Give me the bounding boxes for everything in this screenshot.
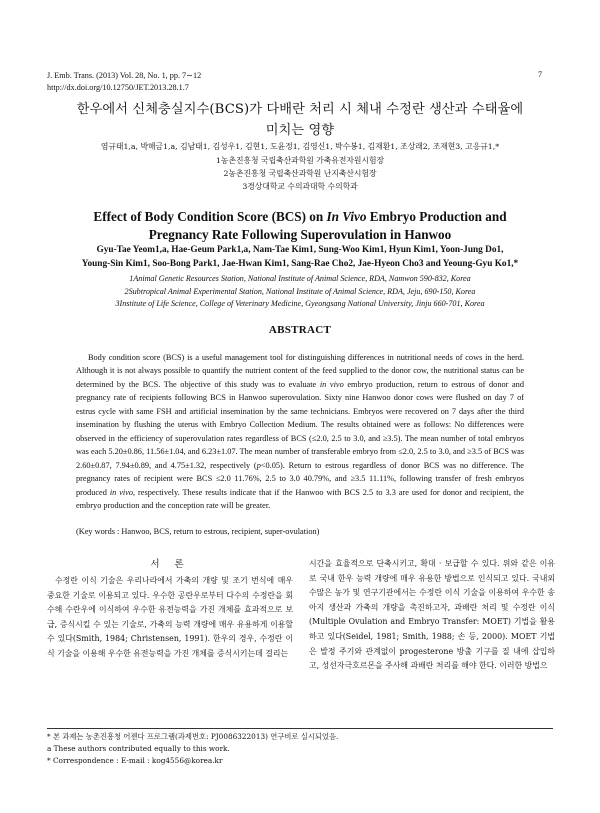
english-affiliation: 2Subtropical Animal Experimental Station, National Institute of Animal Science, RDA, Jeju, 690-150, Korea [124,286,476,296]
page-number: 7 [538,70,543,79]
korean-affiliation: 1농촌진흥청 국립축산과학원 가축유전자원시험장 [215,156,385,165]
title-text: Embryo Production and [366,209,507,224]
english-title [40,208,560,244]
journal-header [47,70,201,93]
english-affiliations [40,273,560,311]
abstract-italic: p [256,460,261,470]
footnote-divider [47,728,553,729]
intro-paragraph: 시간을 효율적으로 단축시키고, 확대 · 보급할 수 있다. 위와 같은 이유로 국내 한우 능력 개량에 매우 유용한 방법으로 인식되고 있다. 국내외 수많은 농가 및 연구기관에서는 수정란 이식 기술을 이용하여 우수한 송아지 생산과 가축의 개량을 촉진하고자, 과배란 처리 및 수정란 이식(Multiple Ovulation and Embryo Transfer: MOET) 기법을 활용하고 있다(Seidel, 1981; Smith, 1988; 손 등, 2000). MOET 기법은 발정 주기와 관계없이 progesterone 방출 기구를 질 내에 삽입하고, 성선자극호르몬을 주사해 과배란 처리를 해야 한다. 이러한 방법으 [309,559,555,671]
doi-link[interactable]: http://dx.doi.org/10.12750/JET.2013.28.1.7 [47,82,189,92]
abstract-text: <0.05). Return to estrous regardless of donor BCS was no difference. The pregnancy rates of recipient were BCS ≤2.0 11.76%, 2.5 to 3.0 40.79%, and ≥3.5 11.11%, following transfer of fresh embryos produced [76,460,524,497]
title-italic: In Vivo [326,209,367,224]
title-text: Effect of Body Condition Score (BCS) on [93,209,327,224]
keywords: (Key words : Hanwoo, BCS, return to estrous, recipient, super-ovulation) [76,527,320,536]
footnote-funding: * 본 과제는 농촌진흥청 어젠다 프로그램(과제번호: PJ0086322013) 연구비로 실시되었음. [47,732,339,741]
abstract-paragraph [76,351,524,512]
korean-authors: 염규태1,a, 박해금1,a, 김남태1, 김성우1, 김현1, 도윤정1, 김영신1, 박수봉1, 김재환1, 조상래2, 조재현3, 고응규1,* [100,142,500,151]
author-line: Gyu-Tae Yeom1,a, Hae-Geum Park1,a, Nam-Tae Kim1, Sung-Woo Kim1, Hyun Kim1, Yoon-Jung Do1, [96,245,504,255]
author-line: Young-Sin Kim1, Soo-Bong Park1, Jae-Hwan Kim1, Sang-Rae Cho2, Jae-Hyeon Cho3 and Yeoung-Gyu Ko1,* [81,258,519,269]
english-affiliation: 3Institute of Life Science, College of Veterinary Medicine, Gyeongsang National University, Jinju 660-701, Korea [115,299,485,308]
abstract-italic: in vivo [319,379,344,389]
korean-affiliations [40,154,560,194]
korean-affiliation: 3경상대학교 수의과대학 수의학과 [242,182,358,192]
korean-title-line: 한우에서 신체충실지수(BCS)가 다배란 처리 시 체내 수정란 생산과 수태율에 [76,102,524,117]
korean-affiliation: 2농촌진흥청 국립축산과학원 난지축산시험장 [223,169,377,179]
english-authors [40,244,560,271]
footnote-correspondence: * Correspondence : E-mail : kog4556@korea.kr [47,756,223,765]
journal-citation: J. Emb. Trans. (2013) Vol. 28, No. 1, pp. 7∼12 [47,71,202,80]
abstract-text: Body condition score (BCS) is a useful management tool for distinguishing differences in nutritional needs of cows in the herd. Although it is not always possible to quantify the nutrient content of the feed supplied to the donor cow, the nutritional status can be determined by the BCS. The objective of this study was to evaluate [76,353,524,389]
english-affiliation: 1Animal Genetic Resources Station, National Institute of Animal Science, RDA, Namwon 590-832, Korea [129,274,471,283]
korean-title-line: 미치는 영향 [265,123,335,138]
footnote-equal-contribution: a These authors contributed equally to this work. [47,744,230,753]
right-column [309,557,555,674]
abstract-text: , respectively. These results indicate that if the Hanwoo with BCS 2.5 to 3.3 are used for donor and recipient, the embryo production and the conception rate will be greater. [76,487,524,510]
abstract-text: embryo production, return to estrous of donor and pregnancy rate of recipients following BCS in Hanwoo superovulation. Sixty nine Hanwoo donor cows were flushed on day 7 of estrus cycle with same FSH and artificial insemination by the same technicians. Embryos were recovered on 7 days after the third insemination by flushing the uterus with Embryo Collection Medium. The results obtained were as follows: No differences were observed in the efficiency of superovulation rates regardless of BCS (≤2.0, 2.5 to 3.0, and ≥3.5). The mean number of total embryos was each 5.20±0.86, 11.56±1.04, and 6.23±1.07. The mean number of transferable embryo from ≤2.0, 2.5 to 3.0, and ≥3.5 of BCS was 2.60±0.87, 7.94±0.89, and 4.75±1.32, respectively ( [76,379,524,470]
english-title-line: Pregnancy Rate Following Superovulation in Hanwoo [148,227,452,242]
intro-paragraph: 수정란 이식 기술은 우리나라에서 가축의 개량 및 조기 번식에 매우 중요한 기술로 이용되고 있다. 우수한 공란우로부터 다수의 수정란을 회수해 수란우에 이식하여 우수한 유전능력을 가진 개체를 효과적으로 보급, 증식시킬 수 있는 기술로, 가축의 능력 개량에 매우 유용하게 이용할 수 있다(Smith, 1984; Christensen, 1991). 한우의 경우, 수정란 이식 기술을 이용해 우수한 유전능력을 가진 개체를 증식시키는데 걸리는 [47,576,293,658]
abstract-heading: ABSTRACT [268,324,332,336]
korean-title [40,99,560,141]
footnotes [47,731,553,767]
left-column [47,574,293,662]
abstract-body [76,351,524,512]
english-title-line [40,208,560,226]
abstract-italic: in vivo [109,487,134,497]
section-heading-introduction: 서 론 [150,559,190,570]
